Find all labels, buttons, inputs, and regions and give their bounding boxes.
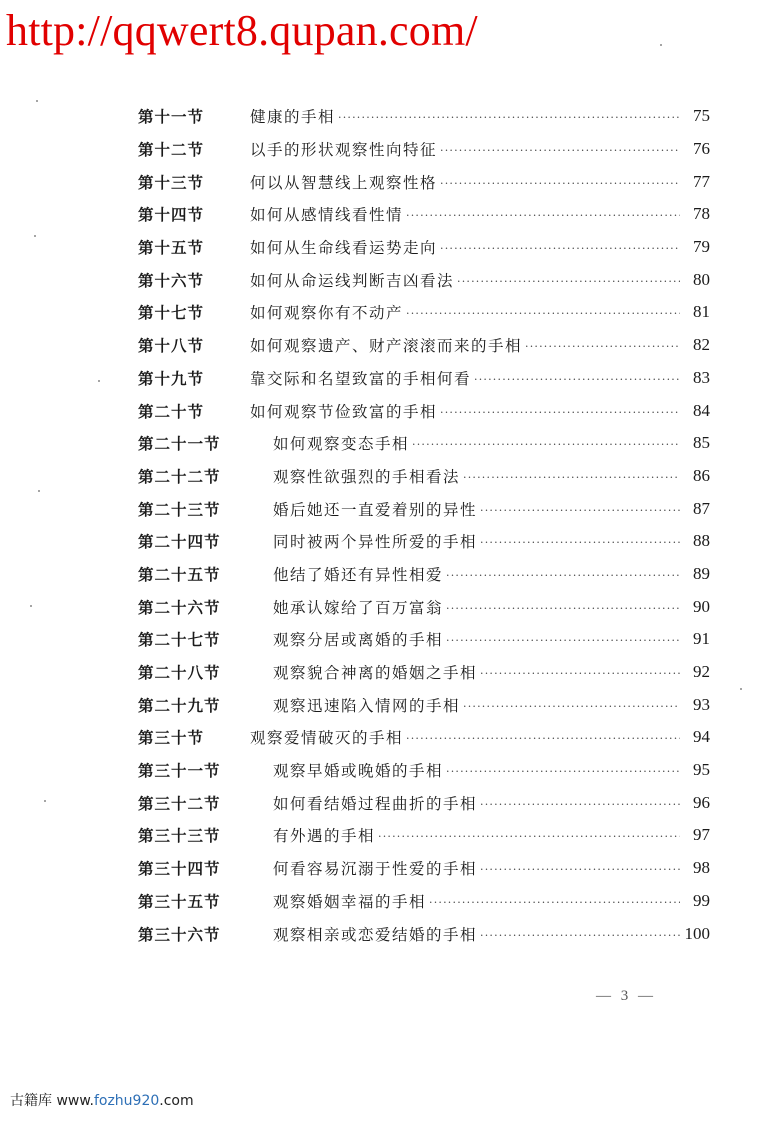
- toc-title: 如何观察变态手相: [273, 435, 410, 454]
- toc-leader-dots: [525, 339, 680, 355]
- toc-title: 观察婚姻幸福的手相: [273, 892, 427, 911]
- toc-leader-dots: [480, 862, 680, 878]
- toc-page-number: 92: [693, 662, 710, 682]
- toc-leader-dots: [457, 274, 680, 290]
- toc-leader-dots: [440, 405, 680, 421]
- toc-leader-dots: [480, 503, 680, 519]
- toc-entry[interactable]: [138, 525, 710, 558]
- toc-title: 同时被两个异性所爱的手相: [273, 533, 478, 552]
- toc-page-number: 95: [693, 760, 710, 780]
- toc-leader-dots: [446, 601, 680, 617]
- toc-page-number: 100: [684, 923, 710, 943]
- toc-title: 如何观察你有不动产: [250, 304, 404, 323]
- scan-speck: [36, 100, 38, 102]
- toc-section-number: 第二十四节: [138, 532, 221, 552]
- toc-leader-dots: [406, 731, 680, 747]
- toc-section-number: 第十九节: [138, 368, 205, 388]
- toc-entry[interactable]: [138, 492, 710, 525]
- toc-section-number: 第三十五节: [138, 891, 221, 911]
- toc-entry[interactable]: [138, 656, 710, 689]
- footer-site-name: 古籍库: [10, 1093, 52, 1109]
- toc-entry[interactable]: [138, 852, 710, 885]
- scan-speck: [38, 490, 40, 492]
- toc-page-number: 86: [693, 465, 710, 485]
- toc-leader-dots: [440, 176, 680, 192]
- toc-section-number: 第二十六节: [138, 597, 221, 617]
- toc-title: 如何看结婚过程曲折的手相: [273, 794, 478, 813]
- toc-title: 婚后她还一直爱着别的异性: [273, 500, 478, 519]
- toc-title: 如何从感情线看性情: [250, 206, 404, 225]
- toc-section-number: 第二十二节: [138, 466, 221, 486]
- toc-page-number: 96: [693, 792, 710, 812]
- toc-page-number: 99: [693, 890, 710, 910]
- toc-section-number: 第三十三节: [138, 826, 221, 846]
- toc-page-number: 77: [693, 171, 710, 191]
- toc-entry[interactable]: [138, 885, 710, 918]
- toc-leader-dots: [480, 666, 680, 682]
- toc-leader-dots: [406, 208, 680, 224]
- toc-page-number: 89: [693, 563, 710, 583]
- toc-entry[interactable]: [138, 198, 710, 231]
- toc-section-number: 第二十一节: [138, 434, 221, 454]
- toc-entry[interactable]: [138, 721, 710, 754]
- toc-section-number: 第二十八节: [138, 663, 221, 683]
- toc-leader-dots: [480, 797, 680, 813]
- toc-title: 靠交际和名望致富的手相何看: [250, 369, 472, 388]
- toc-title: 观察迅速陷入情网的手相: [273, 696, 461, 715]
- toc-entry[interactable]: [138, 623, 710, 656]
- toc-section-number: 第二十五节: [138, 564, 221, 584]
- toc-section-number: 第二十节: [138, 401, 205, 421]
- toc-entry[interactable]: [138, 133, 710, 166]
- footer-url-suffix: .com: [159, 1093, 194, 1109]
- toc-entry[interactable]: [138, 329, 710, 362]
- toc-title: 观察爱情破灭的手相: [250, 729, 404, 748]
- toc-entry[interactable]: [138, 558, 710, 591]
- toc-page-number: 75: [693, 106, 710, 126]
- toc-page-number: 78: [693, 204, 710, 224]
- toc-title: 他结了婚还有异性相爱: [273, 565, 444, 584]
- table-of-contents: [138, 100, 710, 950]
- toc-entry[interactable]: [138, 460, 710, 493]
- toc-entry[interactable]: [138, 917, 710, 950]
- toc-title: 何看容易沉溺于性爱的手相: [273, 860, 478, 879]
- toc-section-number: 第十六节: [138, 270, 205, 290]
- scan-speck: [30, 605, 32, 607]
- footer-url-highlight: fozhu920: [93, 1093, 160, 1109]
- toc-leader-dots: [429, 895, 680, 911]
- toc-entry[interactable]: [138, 427, 710, 460]
- toc-entry[interactable]: [138, 786, 710, 819]
- toc-title: 观察早婚或晚婚的手相: [273, 762, 444, 781]
- scan-speck: [44, 800, 46, 802]
- toc-entry[interactable]: [138, 231, 710, 264]
- toc-section-number: 第十三节: [138, 172, 205, 192]
- toc-entry[interactable]: [138, 263, 710, 296]
- toc-title: 有外遇的手相: [273, 827, 376, 846]
- toc-section-number: 第十二节: [138, 140, 205, 160]
- toc-section-number: 第三十六节: [138, 924, 221, 944]
- toc-title: 观察性欲强烈的手相看法: [273, 467, 461, 486]
- toc-page-number: 94: [693, 727, 710, 747]
- toc-entry[interactable]: [138, 165, 710, 198]
- toc-leader-dots: [440, 241, 680, 257]
- footer: [10, 1090, 194, 1110]
- toc-entry[interactable]: [138, 819, 710, 852]
- toc-page-number: 82: [693, 335, 710, 355]
- toc-leader-dots: [378, 829, 680, 845]
- toc-page-number: 87: [693, 498, 710, 518]
- toc-page-number: 88: [693, 531, 710, 551]
- toc-entry[interactable]: [138, 362, 710, 395]
- toc-page-number: 85: [693, 433, 710, 453]
- toc-leader-dots: [463, 470, 680, 486]
- toc-entry[interactable]: [138, 394, 710, 427]
- watermark-url[interactable]: http://qqwert8.qupan.com/: [6, 6, 478, 55]
- toc-section-number: 第十五节: [138, 238, 205, 258]
- toc-section-number: 第二十七节: [138, 630, 221, 650]
- toc-section-number: 第三十二节: [138, 793, 221, 813]
- toc-entry[interactable]: [138, 688, 710, 721]
- toc-leader-dots: [463, 699, 680, 715]
- toc-leader-dots: [440, 143, 680, 159]
- toc-title: 何以从智慧线上观察性格: [250, 173, 438, 192]
- toc-section-number: 第二十三节: [138, 499, 221, 519]
- toc-section-number: 第三十四节: [138, 859, 221, 879]
- scan-speck: [660, 44, 662, 46]
- toc-leader-dots: [446, 633, 680, 649]
- scan-speck: [98, 380, 100, 382]
- toc-section-number: 第二十九节: [138, 695, 221, 715]
- toc-title: 如何观察节俭致富的手相: [250, 402, 438, 421]
- toc-leader-dots: [480, 928, 680, 944]
- toc-page-number: 79: [693, 237, 710, 257]
- toc-page-number: 76: [693, 139, 710, 159]
- toc-section-number: 第十七节: [138, 303, 205, 323]
- toc-page-number: 90: [693, 596, 710, 616]
- toc-title: 观察相亲或恋爱结婚的手相: [273, 925, 478, 944]
- toc-leader-dots: [474, 372, 680, 388]
- toc-entry[interactable]: [138, 296, 710, 329]
- toc-title: 如何从生命线看运势走向: [250, 239, 438, 258]
- toc-section-number: 第十八节: [138, 336, 205, 356]
- footer-url[interactable]: [56, 1093, 193, 1109]
- toc-title: 以手的形状观察性向特征: [250, 141, 438, 160]
- toc-entry[interactable]: [138, 590, 710, 623]
- footer-url-prefix: www.: [56, 1093, 94, 1109]
- toc-leader-dots: [406, 306, 680, 322]
- toc-page-number: 80: [693, 269, 710, 289]
- toc-leader-dots: [480, 535, 680, 551]
- toc-page-number: 93: [693, 694, 710, 714]
- toc-title: 如何观察遗产、财产滚滚而来的手相: [250, 337, 523, 356]
- toc-title: 如何从命运线判断吉凶看法: [250, 271, 455, 290]
- toc-leader-dots: [412, 437, 680, 453]
- toc-leader-dots: [338, 110, 680, 126]
- toc-leader-dots: [446, 764, 680, 780]
- toc-title: 观察分居或离婚的手相: [273, 631, 444, 650]
- toc-page-number: 84: [693, 400, 710, 420]
- toc-section-number: 第三十节: [138, 728, 205, 748]
- toc-title: 观察貌合神离的婚姻之手相: [273, 664, 478, 683]
- scan-speck: [34, 235, 36, 237]
- toc-title: 她承认嫁给了百万富翁: [273, 598, 444, 617]
- toc-leader-dots: [446, 568, 680, 584]
- toc-section-number: 第十四节: [138, 205, 205, 225]
- toc-page-number: 98: [693, 858, 710, 878]
- toc-entry[interactable]: [138, 100, 710, 133]
- toc-page-number: 97: [693, 825, 710, 845]
- toc-page-number: 81: [693, 302, 710, 322]
- toc-section-number: 第十一节: [138, 107, 205, 127]
- scan-speck: [740, 688, 742, 690]
- toc-title: 健康的手相: [250, 108, 336, 127]
- toc-page-number: 91: [693, 629, 710, 649]
- toc-entry[interactable]: [138, 754, 710, 787]
- toc-page-number: 83: [693, 367, 710, 387]
- toc-section-number: 第三十一节: [138, 761, 221, 781]
- page-number: — 3 —: [596, 988, 656, 1004]
